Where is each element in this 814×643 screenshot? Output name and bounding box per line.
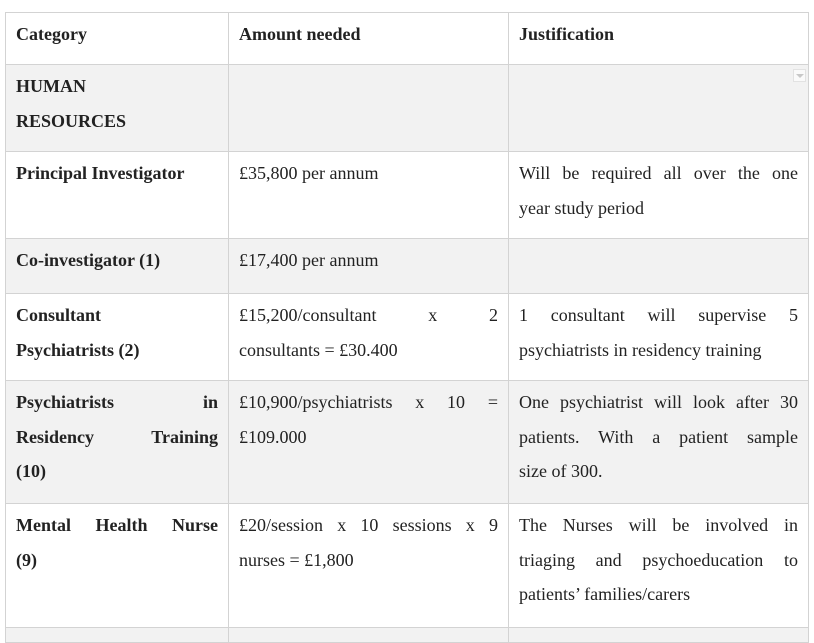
budget-table: [5, 12, 809, 643]
table-row-consultant-psychiatrists: [6, 294, 809, 381]
justification-line: size of 300.: [519, 461, 603, 481]
table-header-row: [6, 13, 809, 65]
amount-cell: [229, 504, 509, 628]
category-line: RESOURCES: [16, 110, 127, 131]
justification-cell: [509, 152, 809, 239]
justification-line: Will be required all over the one: [519, 163, 798, 183]
amount-cell: [229, 152, 509, 239]
amount-line: £15,200/consultant x 2: [239, 305, 498, 325]
table-row-co-investigator: [6, 239, 809, 294]
table-row-partial: [6, 628, 809, 643]
table-row-human-resources: [6, 65, 809, 152]
category-line: Principal Investigator: [16, 163, 185, 183]
category-line: HUMAN: [16, 76, 86, 96]
justification-line: One psychiatrist will look after 30: [519, 392, 798, 412]
chevron-down-icon[interactable]: [793, 69, 806, 82]
justification-line: patients’ families/carers: [519, 584, 691, 604]
amount-line: consultants = £30.400: [239, 339, 398, 360]
amount-line: £109.000: [239, 426, 307, 447]
category-line: Residency Training: [16, 426, 218, 447]
category-line: (10): [16, 461, 46, 481]
category-cell: [6, 65, 229, 152]
amount-cell: [229, 628, 509, 643]
amount-cell: [229, 294, 509, 381]
justification-cell: [509, 239, 809, 294]
amount-cell: [229, 65, 509, 152]
table-row-principal-investigator: [6, 152, 809, 239]
justification-cell: [509, 381, 809, 504]
category-cell: [6, 239, 229, 294]
category-cell: [6, 381, 229, 504]
category-cell: [6, 294, 229, 381]
justification-cell: [509, 628, 809, 643]
header-category: Category: [6, 13, 229, 65]
category-cell: [6, 628, 229, 643]
justification-cell: [509, 65, 809, 152]
justification-line: The Nurses will be involved in: [519, 515, 798, 535]
justification-line: triaging and psychoeducation to: [519, 549, 798, 570]
category-line: Co-investigator (1): [16, 250, 161, 270]
category-line: Psychiatrists in: [16, 392, 218, 412]
category-line: Psychiatrists (2): [16, 339, 140, 360]
justification-line: year study period: [519, 197, 644, 218]
category-line: Consultant: [16, 305, 102, 325]
category-line: Mental Health Nurse: [16, 515, 218, 535]
category-cell: [6, 152, 229, 239]
justification-cell: [509, 504, 809, 628]
amount-line: £20/session x 10 sessions x 9: [239, 515, 498, 535]
amount-cell: [229, 239, 509, 294]
amount-line: nurses = £1,800: [239, 549, 354, 570]
justification-line: psychiatrists in residency training: [519, 339, 762, 360]
header-amount-needed: Amount needed: [229, 13, 509, 65]
header-justification: Justification: [509, 13, 809, 65]
justification-line: 1 consultant will supervise 5: [519, 305, 798, 325]
amount-line: £35,800 per annum: [239, 163, 379, 183]
justification-cell: [509, 294, 809, 381]
justification-line: patients. With a patient sample: [519, 426, 798, 447]
table-row-mental-health-nurse: [6, 504, 809, 628]
category-line: (9): [16, 549, 37, 570]
amount-line: £17,400 per annum: [239, 250, 379, 270]
amount-line: £10,900/psychiatrists x 10 =: [239, 392, 498, 412]
table-row-psychiatrists-in-residency: [6, 381, 809, 504]
category-cell: [6, 504, 229, 628]
amount-cell: [229, 381, 509, 504]
